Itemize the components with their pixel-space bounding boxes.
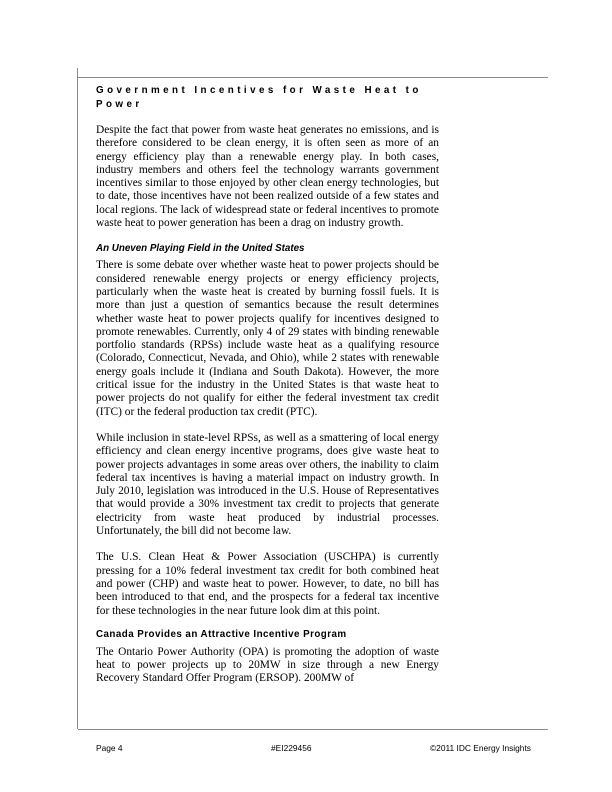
subsection-heading-us: An Uneven Playing Field in the United States <box>96 243 305 255</box>
footer-page-number: Page 4 <box>96 743 123 753</box>
canada-paragraph: The Ontario Power Authority (OPA) is promoting the adoption of waste heat to power projects up to 20MW in size through a new Energy Recovery Standard Offer Program (ERSOP). 200MW of <box>96 645 439 685</box>
footer-copyright: ©2011 IDC Energy Insights <box>430 743 531 753</box>
footer-rule <box>78 729 548 730</box>
subsection-heading-canada: Canada Provides an Attractive Incentive Program <box>96 628 347 640</box>
margin-rule <box>77 68 78 729</box>
footer-doc-id: #EI229456 <box>271 743 312 753</box>
header-rule <box>78 77 548 78</box>
us-paragraph-3: The U.S. Clean Heat & Power Association (USCHPA) is currently pressing for a 10% federal investment tax credit for both combined heat and power (CHP) and waste heat to power. However, to date, no bill has been introduced to that end, and the prospects for a federal tax incentive for these technologies in the near future look dim at this point. <box>96 551 439 617</box>
us-paragraph-2: While inclusion in state-level RPSs, as well as a smattering of local energy efficiency and clean energy incentive programs, does give waste heat to power projects advantages in some areas over others, the inability to claim federal tax incentives is having a material impact on industry growth. In July 2010, legislation was introduced in the U.S. House of Representatives that would provide a 30% investment tax credit to projects that generate electricity from waste heat produced by industrial processes. Unfortunately, the bill did not become law. <box>96 431 439 538</box>
us-paragraph-1: There is some debate over whether waste heat to power projects should be considered renewable energy projects or energy efficiency projects, particularly when the waste heat is created by burning fossil fuels. It is more than just a question of semantics because the result determines whether waste heat to power projects qualify for incentives designed to promote renewables. Currently, only 4 of 29 states with binding renewable portfolio standards (RPSs) include waste heat as a qualifying resource (Colorado, Connecticut, Nevada, and Ohio), while 2 states with renewable energy goals include it (Indiana and South Dakota). However, the more critical issue for the industry in the United States is that waste heat to power projects do not qualify for either the federal investment tax credit (ITC) or the federal production tax credit (PTC). <box>96 259 439 418</box>
intro-paragraph: Despite the fact that power from waste heat generates no emissions, and is therefore considered to be clean energy, it is often seen as more of an energy efficiency play than a renewable energy play. In both cases, industry members and others feel the technology warrants government incentives similar to those enjoyed by other clean energy technologies, but to date, those incentives have not been realized outside of a few states and local regions. The lack of widespread state or federal incentives to promote waste heat to power generation has been a drag on industry growth. <box>96 124 439 230</box>
main-content <box>96 84 439 686</box>
section-heading: Government Incentives for Waste Heat to Power <box>96 85 422 110</box>
